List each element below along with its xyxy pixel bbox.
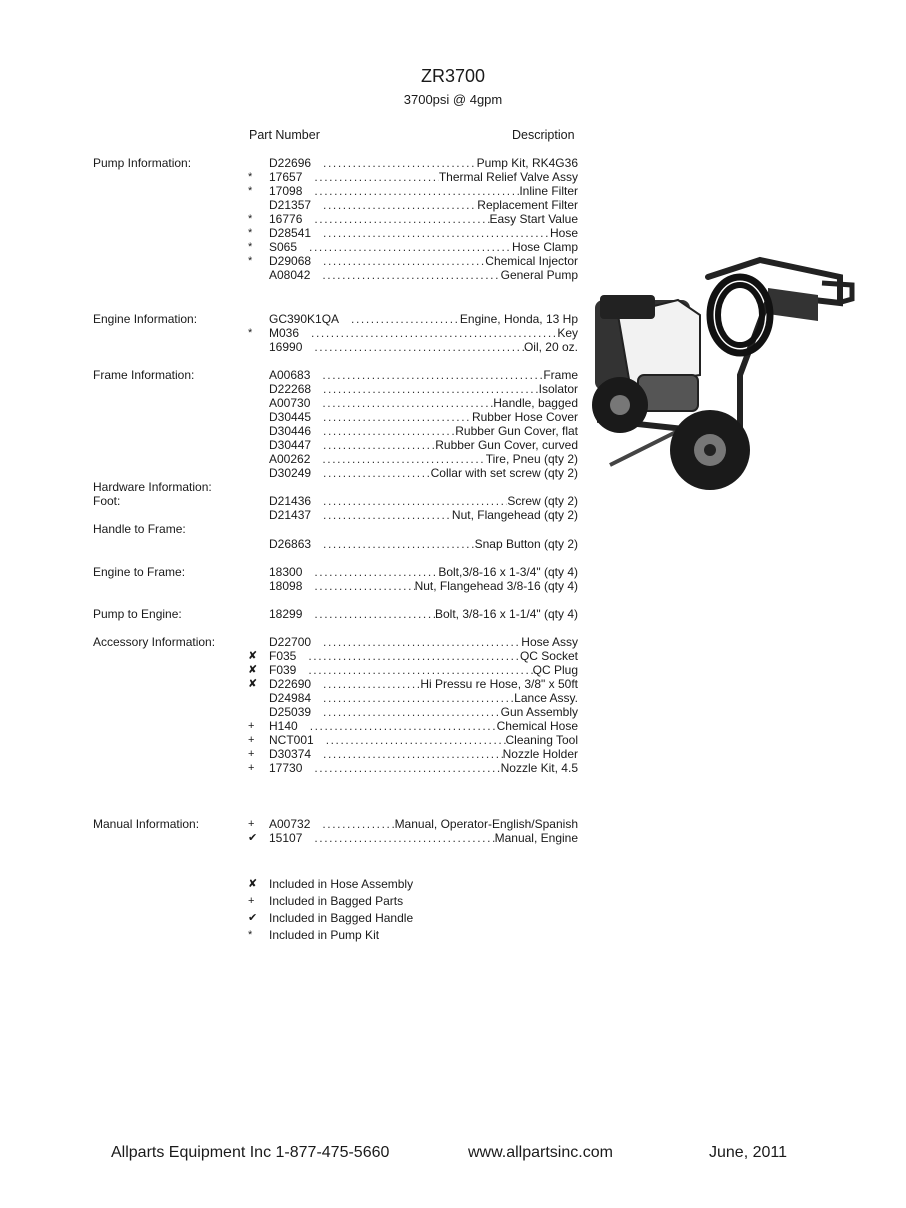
dot-leader bbox=[311, 326, 557, 340]
part-mark: ✔ bbox=[248, 832, 258, 844]
part-description: Chemical Injector bbox=[485, 254, 578, 268]
part-row bbox=[248, 691, 578, 705]
part-mark: + bbox=[248, 762, 255, 774]
part-row bbox=[248, 198, 578, 212]
part-row bbox=[248, 508, 578, 522]
dot-leader bbox=[323, 508, 452, 522]
part-mark: + bbox=[248, 748, 255, 760]
section-label-handle-to-frame: Handle to Frame: bbox=[93, 522, 186, 536]
dot-leader bbox=[323, 198, 477, 212]
part-number: D21436 bbox=[269, 494, 312, 508]
section-label-hardware: Hardware Information: bbox=[93, 480, 212, 494]
dot-leader bbox=[323, 410, 472, 424]
dot-leader bbox=[314, 184, 519, 198]
part-row bbox=[248, 747, 578, 761]
page-title: ZR3700 bbox=[420, 66, 486, 86]
legend-text: Included in Hose Assembly bbox=[269, 877, 414, 891]
part-row bbox=[248, 761, 578, 775]
part-mark: ✘ bbox=[248, 650, 258, 662]
dot-leader bbox=[323, 705, 501, 719]
part-description: Rubber Gun Cover, flat bbox=[455, 424, 578, 438]
part-row bbox=[248, 705, 578, 719]
part-number: D28541 bbox=[269, 226, 312, 240]
part-number: 17657 bbox=[269, 170, 303, 184]
part-description: Hose Clamp bbox=[511, 240, 578, 254]
part-number: A00683 bbox=[269, 368, 311, 382]
part-number: F035 bbox=[269, 649, 297, 663]
part-row bbox=[248, 254, 578, 268]
dot-leader bbox=[314, 831, 494, 845]
part-mark: + bbox=[248, 818, 255, 830]
part-row bbox=[248, 396, 578, 410]
part-row bbox=[248, 733, 578, 747]
part-row bbox=[248, 831, 578, 845]
footer-date: June, 2011 bbox=[709, 1144, 787, 1161]
part-row bbox=[248, 565, 578, 579]
dot-leader bbox=[310, 719, 497, 733]
part-description: Hose bbox=[549, 226, 578, 240]
part-description: Pump Kit, RK4G36 bbox=[476, 156, 578, 170]
part-description: Lance Assy. bbox=[514, 691, 578, 705]
dot-leader bbox=[323, 466, 431, 480]
part-description: Engine, Honda, 13 Hp bbox=[459, 312, 578, 326]
part-number: D22700 bbox=[269, 635, 312, 649]
part-row bbox=[248, 537, 578, 551]
dot-leader bbox=[314, 565, 438, 579]
part-row bbox=[248, 312, 578, 326]
part-number: A00262 bbox=[269, 452, 311, 466]
part-number: A00732 bbox=[269, 817, 311, 831]
part-mark: + bbox=[248, 720, 255, 732]
dot-leader bbox=[323, 156, 477, 170]
dot-leader bbox=[323, 747, 503, 761]
legend-mark: ✘ bbox=[248, 878, 258, 890]
part-row bbox=[248, 677, 578, 691]
part-row bbox=[248, 452, 578, 466]
part-row bbox=[248, 170, 578, 184]
panel-label: PRO-PA bbox=[774, 280, 805, 289]
dot-leader bbox=[309, 240, 512, 254]
part-number: D29068 bbox=[269, 254, 312, 268]
column-header-part-number: Part Number bbox=[249, 128, 320, 142]
part-number: D25039 bbox=[269, 705, 312, 719]
dot-leader bbox=[322, 368, 543, 382]
part-description: Easy Start Value bbox=[489, 212, 578, 226]
part-description: QC Socket bbox=[519, 649, 578, 663]
part-number: 16990 bbox=[269, 340, 303, 354]
part-row bbox=[248, 817, 578, 831]
part-description: Nut, Flangehead (qty 2) bbox=[451, 508, 578, 522]
part-description: Inline Filter bbox=[519, 184, 578, 198]
part-description: Snap Button (qty 2) bbox=[474, 537, 578, 551]
legend-mark: ✔ bbox=[248, 912, 258, 924]
section-label-accessory: Accessory Information: bbox=[93, 635, 216, 649]
part-row bbox=[248, 494, 578, 508]
part-number: F039 bbox=[269, 663, 297, 677]
part-mark: ✘ bbox=[248, 678, 258, 690]
part-description: Frame bbox=[543, 368, 578, 382]
part-number: D21357 bbox=[269, 198, 312, 212]
part-row bbox=[248, 635, 578, 649]
part-number: NCT001 bbox=[269, 733, 314, 747]
legend-mark: * bbox=[248, 929, 253, 941]
part-number: D30249 bbox=[269, 466, 312, 480]
part-row bbox=[248, 663, 578, 677]
part-number: D30446 bbox=[269, 424, 312, 438]
dot-leader bbox=[323, 677, 420, 691]
part-mark: * bbox=[248, 327, 253, 339]
part-mark: * bbox=[248, 241, 253, 253]
part-number: 18299 bbox=[269, 607, 303, 621]
part-row bbox=[248, 579, 578, 593]
part-number: D22690 bbox=[269, 677, 312, 691]
part-row bbox=[248, 240, 578, 254]
dot-leader bbox=[322, 396, 493, 410]
dot-leader bbox=[323, 494, 507, 508]
part-description: Manual, Engine bbox=[494, 831, 578, 845]
part-number: D30445 bbox=[269, 410, 312, 424]
part-number: 17730 bbox=[269, 761, 303, 775]
dot-leader bbox=[323, 382, 539, 396]
column-header-description: Description bbox=[512, 128, 575, 142]
part-number: A08042 bbox=[269, 268, 311, 282]
part-number: D30374 bbox=[269, 747, 312, 761]
pressure-washer-illustration bbox=[590, 255, 860, 500]
dot-leader bbox=[323, 537, 475, 551]
part-description: Oil, 20 oz. bbox=[523, 340, 578, 354]
part-number: D21437 bbox=[269, 508, 312, 522]
part-description: Chemical Hose bbox=[496, 719, 578, 733]
dot-leader bbox=[314, 170, 438, 184]
part-mark: ✘ bbox=[248, 664, 258, 676]
part-description: Handle, bagged bbox=[493, 396, 578, 410]
part-number: 18300 bbox=[269, 565, 303, 579]
dot-leader bbox=[322, 452, 485, 466]
part-number: D26863 bbox=[269, 537, 312, 551]
legend-mark: + bbox=[248, 895, 255, 907]
part-description: Replacement Filter bbox=[477, 198, 578, 212]
part-row bbox=[248, 212, 578, 226]
part-row bbox=[248, 340, 578, 354]
part-row bbox=[248, 326, 578, 340]
part-number: D24984 bbox=[269, 691, 312, 705]
part-description: QC Plug bbox=[532, 663, 578, 677]
part-description: Bolt,3/8-16 x 1-3/4" (qty 4) bbox=[438, 565, 578, 579]
dot-leader bbox=[314, 212, 489, 226]
part-mark: * bbox=[248, 255, 253, 267]
part-description: Collar with set screw (qty 2) bbox=[430, 466, 578, 480]
part-mark: * bbox=[248, 171, 253, 183]
part-description: Key bbox=[557, 326, 578, 340]
dot-leader bbox=[326, 733, 506, 747]
part-description: Gun Assembly bbox=[500, 705, 578, 719]
dot-leader bbox=[314, 579, 414, 593]
page-subtitle: 3700psi @ 4gpm bbox=[403, 92, 503, 107]
section-label-engine: Engine Information: bbox=[93, 312, 198, 326]
part-number: GC390K1QA bbox=[269, 312, 340, 326]
part-mark: * bbox=[248, 213, 253, 225]
dot-leader bbox=[314, 761, 500, 775]
dot-leader bbox=[323, 635, 521, 649]
part-description: Hi Pressu re Hose, 3/8" x 50ft bbox=[420, 677, 578, 691]
part-number: 16776 bbox=[269, 212, 303, 226]
part-description: Cleaning Tool bbox=[505, 733, 578, 747]
part-description: Hose Assy bbox=[521, 635, 578, 649]
part-description: Nut, Flangehead 3/8-16 (qty 4) bbox=[414, 579, 578, 593]
part-description: Rubber Gun Cover, curved bbox=[435, 438, 578, 452]
dot-leader bbox=[322, 268, 500, 282]
part-row bbox=[248, 382, 578, 396]
dot-leader bbox=[322, 817, 394, 831]
dot-leader bbox=[323, 424, 455, 438]
part-row bbox=[248, 719, 578, 733]
part-number: D30447 bbox=[269, 438, 312, 452]
part-row bbox=[248, 607, 578, 621]
dot-leader bbox=[323, 438, 435, 452]
part-description: Nozzle Kit, 4.5 bbox=[500, 761, 578, 775]
legend-text: Included in Bagged Handle bbox=[269, 911, 414, 925]
section-label-foot: Foot: bbox=[93, 494, 121, 508]
dot-leader bbox=[323, 691, 514, 705]
footer-website[interactable]: www.allpartsinc.com bbox=[468, 1144, 613, 1161]
part-number: A00730 bbox=[269, 396, 311, 410]
dot-leader bbox=[308, 663, 532, 677]
part-number: 18098 bbox=[269, 579, 303, 593]
part-row bbox=[248, 410, 578, 424]
part-number: H140 bbox=[269, 719, 298, 733]
dot-leader bbox=[323, 226, 550, 240]
section-label-engine-to-frame: Engine to Frame: bbox=[93, 565, 186, 579]
part-description: General Pump bbox=[500, 268, 578, 282]
part-mark: + bbox=[248, 734, 255, 746]
part-mark: * bbox=[248, 227, 253, 239]
pressure-washer-icon bbox=[590, 255, 860, 500]
part-description: Thermal Relief Valve Assy bbox=[438, 170, 578, 184]
part-description: Bolt, 3/8-16 x 1-1/4" (qty 4) bbox=[435, 607, 578, 621]
dot-leader bbox=[308, 649, 520, 663]
part-row bbox=[248, 368, 578, 382]
dot-leader bbox=[323, 254, 485, 268]
part-description: Nozzle Holder bbox=[502, 747, 578, 761]
part-row bbox=[248, 649, 578, 663]
dot-leader bbox=[351, 312, 460, 326]
legend-text: Included in Pump Kit bbox=[269, 928, 380, 942]
dot-leader bbox=[314, 607, 435, 621]
part-description: Screw (qty 2) bbox=[507, 494, 578, 508]
section-label-pump: Pump Information: bbox=[93, 156, 192, 170]
part-row bbox=[248, 184, 578, 198]
part-description: Isolator bbox=[538, 382, 578, 396]
part-row bbox=[248, 226, 578, 240]
dot-leader bbox=[314, 340, 524, 354]
section-label-frame: Frame Information: bbox=[93, 368, 195, 382]
part-description: Rubber Hose Cover bbox=[471, 410, 578, 424]
part-row bbox=[248, 424, 578, 438]
section-label-pump-to-engine: Pump to Engine: bbox=[93, 607, 182, 621]
part-row bbox=[248, 156, 578, 170]
section-label-manual: Manual Information: bbox=[93, 817, 200, 831]
part-row bbox=[248, 438, 578, 452]
part-row bbox=[248, 466, 578, 480]
part-mark: * bbox=[248, 185, 253, 197]
part-number: 17098 bbox=[269, 184, 303, 198]
part-number: M036 bbox=[269, 326, 300, 340]
part-description: Manual, Operator-English/Spanish bbox=[394, 817, 578, 831]
part-number: D22696 bbox=[269, 156, 312, 170]
part-number: 15107 bbox=[269, 831, 303, 845]
part-row bbox=[248, 268, 578, 282]
part-description: Tire, Pneu (qty 2) bbox=[485, 452, 578, 466]
part-number: S065 bbox=[269, 240, 298, 254]
part-number: D22268 bbox=[269, 382, 312, 396]
legend-text: Included in Bagged Parts bbox=[269, 894, 404, 908]
footer-company: Allparts Equipment Inc 1-877-475-5660 bbox=[111, 1144, 390, 1161]
